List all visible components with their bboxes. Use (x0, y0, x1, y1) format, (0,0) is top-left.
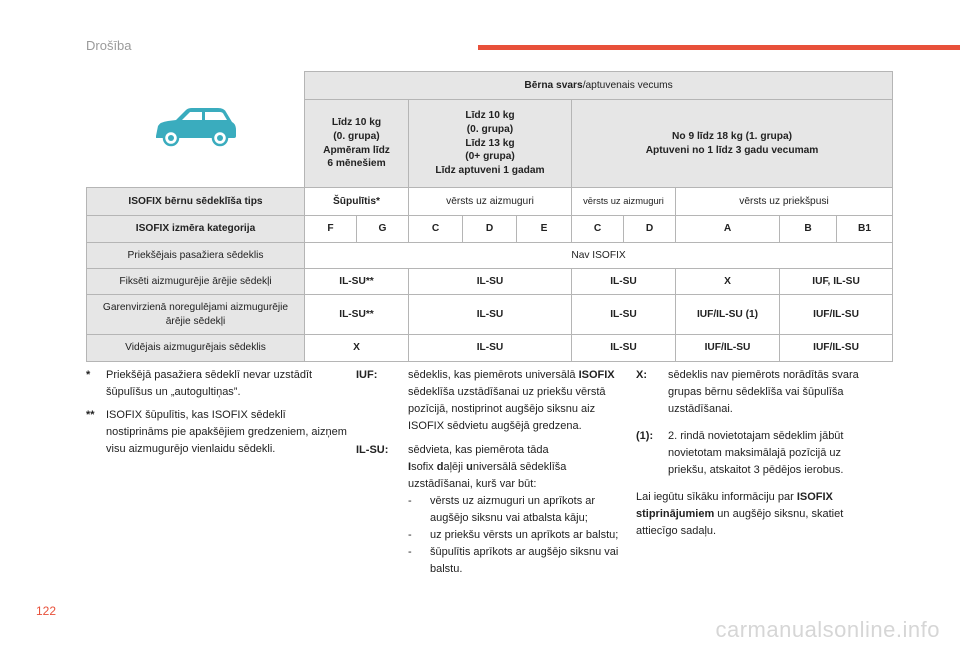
table-row (87, 295, 893, 335)
table-cell: D (624, 216, 676, 243)
table-cell: IL-SU** (305, 295, 409, 335)
page-number: 122 (36, 604, 57, 618)
table-cell: IL-SU (572, 295, 676, 335)
table-cell: IUF/IL-SU (1) (676, 295, 780, 335)
table-cell: F (305, 216, 357, 243)
table-cell: IL-SU (409, 295, 572, 335)
group-0-header: Līdz 10 kg (0. grupa) Apmēram līdz 6 mēnešiem (305, 100, 409, 188)
footnote: ** ISOFIX šūpulītis, kas ISOFIX sēdeklī nostiprināms pie apakšējiem gredzeniem, aizņem visu aizmugurējo vienlaidu sēdekli. (86, 409, 347, 455)
legend-definitions-x (636, 367, 866, 540)
table-cell: IL-SU (409, 335, 572, 362)
table-cell: IUF/IL-SU (676, 335, 780, 362)
row-label: Fiksēti aizmugurējie ārējie sēdekļi (87, 269, 305, 295)
table-cell: vērsts uz priekšpusi (676, 188, 893, 216)
definition-note-1: (1): 2. rindā novietotajam sēdeklim jābūt novietotam maksimālajā pozīcijā uz priekšu, atskaitot 3 pēdējos ierobus. (636, 430, 844, 476)
section-title: Drošība (86, 38, 132, 53)
table-cell: C (409, 216, 463, 243)
row-label: Garenvirzienā noregulējami aizmugurējie ārējie sēdekļi (87, 295, 305, 335)
table-row (87, 335, 893, 362)
size-class-row (87, 216, 893, 243)
table-cell: IL-SU (572, 269, 676, 295)
table-cell: B (780, 216, 837, 243)
footnote: * Priekšējā pasažiera sēdeklī nevar uzstādīt šūpulīšus un „autogultiņas”. (86, 369, 313, 398)
table-cell: IL-SU** (305, 269, 409, 295)
row-label: Vidējais aizmugurējais sēdeklis (87, 335, 305, 362)
definition-ilsu: IL-SU: sēdvieta, kas piemērota tāda Isofix daļēji universālā sēdeklīša uzstādīšanai, kurš var būt: - vērsts uz aizmuguri un aprīkots ar augšējo siksnu vai atbalsta kāju; - uz priekšu vērsts un aprīkots ar balstu; - šūpulītis aprīkots ar augšējo siksnu vai balstu. (356, 442, 622, 578)
table-cell: E (517, 216, 572, 243)
table-cell: IUF/IL-SU (780, 295, 893, 335)
table-cell: vērsts uz aizmuguri (409, 188, 572, 216)
table-row (87, 269, 893, 295)
legend-definitions-iuf-ilsu (356, 367, 622, 585)
definition-x: X: sēdeklis nav piemērots norādītās svara grupas bērnu sēdeklīša vai šūpulīša uzstādīšanai. (636, 369, 859, 415)
header-accent-bar (478, 45, 960, 50)
table-cell: Šūpulītis* (305, 188, 409, 216)
table-cell: B1 (837, 216, 893, 243)
group-1-header: No 9 līdz 18 kg (1. grupa) Aptuveni no 1 līdz 3 gadu vecumam (572, 100, 893, 188)
footnotes (86, 367, 348, 460)
definition-iuf: IUF: sēdeklis, kas piemērots universālā ISOFIX sēdeklīša uzstādīšanai uz priekšu vērstā pozīcijā, nostiprinot augšējo siksnu aiz ISOFIX sēdvietu augšējā gredzena. (356, 369, 615, 432)
group-0plus-header: Līdz 10 kg (0. grupa) Līdz 13 kg (0+ grupa) Līdz aptuveni 1 gadam (409, 100, 572, 188)
list-item: - uz priekšu vērsts un aprīkots ar balstu; (408, 529, 619, 541)
weight-header: Bērna svars/aptuvenais vecums (305, 72, 893, 100)
table-cell: IUF/IL-SU (780, 335, 893, 362)
seat-type-row (87, 188, 893, 216)
row-label: ISOFIX bērnu sēdeklīša tips (87, 188, 305, 216)
list-item: - vērsts uz aizmuguri un aprīkots ar augšējo siksnu vai atbalsta kāju; (408, 495, 596, 524)
table-cell: IL-SU (409, 269, 572, 295)
car-icon-cell (87, 72, 305, 188)
table-cell: X (305, 335, 409, 362)
table-cell: A (676, 216, 780, 243)
watermark: carmanualsonline.info (715, 617, 940, 642)
row-label: Priekšējais pasažiera sēdeklis (87, 243, 305, 269)
table-cell: Nav ISOFIX (305, 243, 893, 269)
table-cell: vērsts uz aizmuguri (572, 188, 676, 216)
table-cell: G (357, 216, 409, 243)
list-item: - šūpulītis aprīkots ar augšējo siksnu vai balstu. (408, 546, 619, 575)
table-cell: C (572, 216, 624, 243)
isofix-compatibility-table (86, 71, 893, 362)
table-cell: IL-SU (572, 335, 676, 362)
table-cell: X (676, 269, 780, 295)
table-cell: IUF, IL-SU (780, 269, 893, 295)
table-cell: D (463, 216, 517, 243)
car-side-icon (152, 106, 238, 148)
table-row (87, 243, 893, 269)
more-info-text: Lai iegūtu sīkāku informāciju par ISOFIX stiprinājumiem un augšējo siksnu, skatiet attiecīgo sadaļu. (636, 491, 844, 537)
row-label: ISOFIX izmēra kategorija (87, 216, 305, 243)
